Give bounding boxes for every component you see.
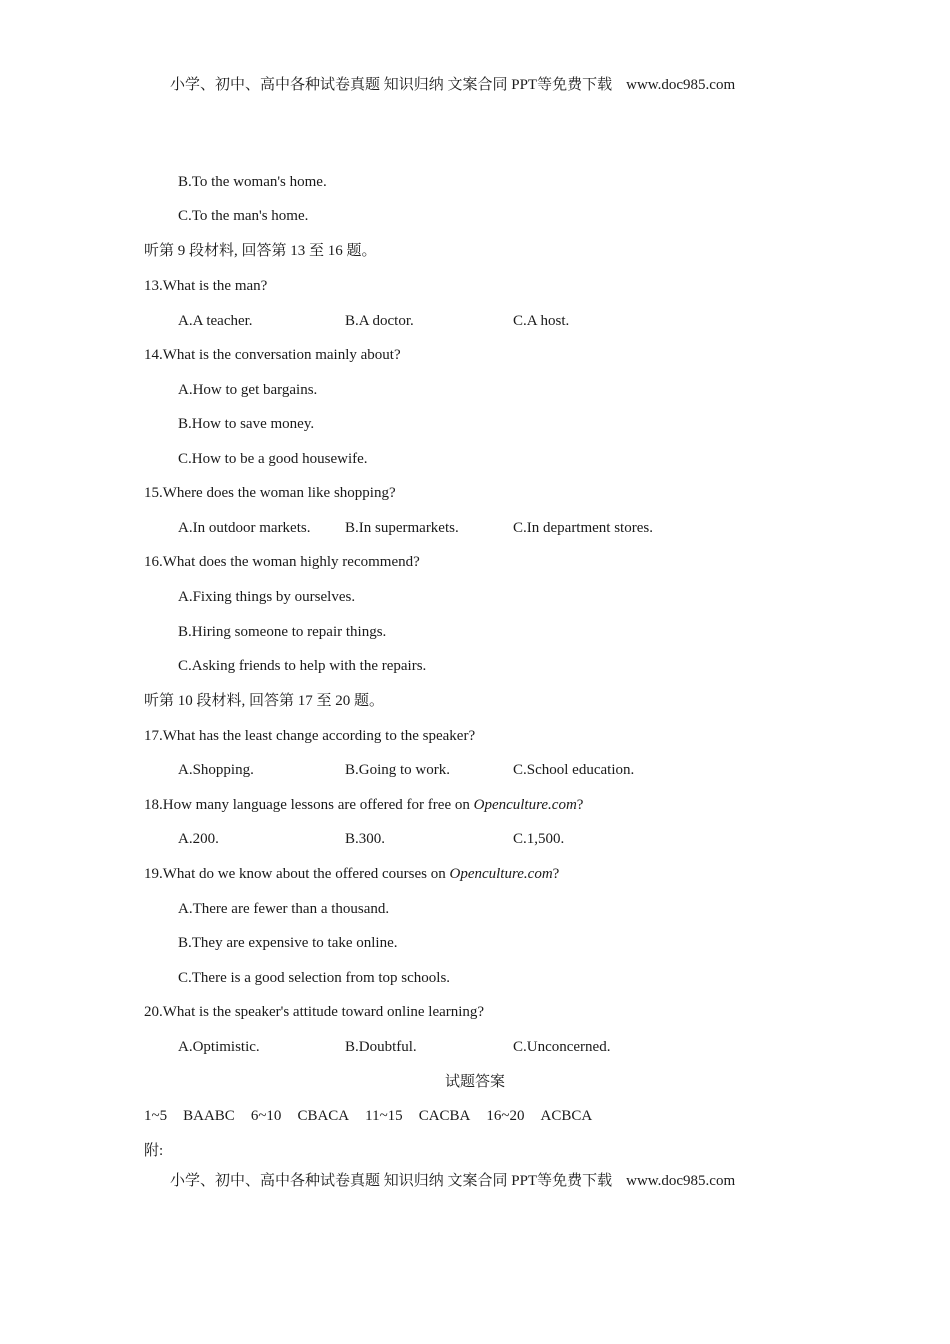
q18-text: 18.How many language lessons are offered for free on <box>144 797 474 813</box>
q16-option-c: C.Asking friends to help with the repairs. <box>178 658 427 674</box>
question-16: 16.What does the woman highly recommend? <box>144 554 420 570</box>
answer-range: 1~5 <box>144 1108 168 1124</box>
answer-range: 11~15 <box>365 1108 403 1124</box>
q20-option-c: C.Unconcerned. <box>513 1039 611 1055</box>
q18-site: Openculture.com <box>473 797 577 813</box>
answer-letters: BAABC <box>183 1108 235 1124</box>
page-footer <box>170 1169 735 1190</box>
question-14: 14.What is the conversation mainly about? <box>144 347 401 363</box>
footer-url[interactable]: www.doc985.com <box>626 1173 736 1189</box>
option-prev-c: C.To the man's home. <box>178 208 309 224</box>
answers-title: 试题答案 <box>444 1074 505 1090</box>
question-19 <box>144 864 559 884</box>
footer-text: 小学、初中、高中各种试卷真题 知识归纳 文案合同 PPT等免费下载 <box>170 1173 613 1189</box>
question-13: 13.What is the man? <box>144 278 268 294</box>
q17-option-c: C.School education. <box>513 762 635 778</box>
q15-option-a: A.In outdoor markets. <box>178 520 311 536</box>
q20-option-a: A.Optimistic. <box>178 1039 260 1055</box>
q18-qmark: ? <box>576 797 584 813</box>
section-10-instruction: 听第 10 段材料, 回答第 17 至 20 题。 <box>144 693 385 709</box>
q17-option-b: B.Going to work. <box>345 762 450 778</box>
q19-site: Openculture.com <box>449 866 553 882</box>
question-18 <box>144 795 583 815</box>
q19-text: 19.What do we know about the offered courses on <box>144 866 450 882</box>
header-text: 小学、初中、高中各种试卷真题 知识归纳 文案合同 PPT等免费下载 <box>170 77 613 93</box>
q13-option-a: A.A teacher. <box>178 313 253 329</box>
answer-letters: CBACA <box>297 1108 350 1124</box>
q16-option-b: B.Hiring someone to repair things. <box>178 624 387 640</box>
question-15: 15.Where does the woman like shopping? <box>144 485 396 501</box>
q14-option-c: C.How to be a good housewife. <box>178 451 368 467</box>
q14-option-b: B.How to save money. <box>178 416 315 432</box>
q20-option-b: B.Doubtful. <box>345 1039 417 1055</box>
section-9-instruction: 听第 9 段材料, 回答第 13 至 16 题。 <box>144 243 377 259</box>
option-prev-b: B.To the woman's home. <box>178 174 327 190</box>
appendix-label: 附: <box>144 1143 164 1159</box>
question-17: 17.What has the least change according to the speaker? <box>144 728 476 744</box>
q17-option-a: A.Shopping. <box>178 762 254 778</box>
q19-qmark: ? <box>552 866 560 882</box>
q15-option-b: B.In supermarkets. <box>345 520 459 536</box>
q13-option-c: C.A host. <box>513 313 570 329</box>
answer-range: 6~10 <box>250 1108 282 1124</box>
q13-option-b: B.A doctor. <box>345 313 414 329</box>
answer-range: 16~20 <box>486 1108 525 1124</box>
q16-option-a: A.Fixing things by ourselves. <box>178 589 356 605</box>
header-url[interactable]: www.doc985.com <box>626 77 736 93</box>
q18-option-b: B.300. <box>345 831 386 847</box>
q14-option-a: A.How to get bargains. <box>178 382 318 398</box>
answer-letters: CACBA <box>418 1108 471 1124</box>
q19-option-b: B.They are expensive to take online. <box>178 935 398 951</box>
page-header <box>170 73 735 94</box>
q15-option-c: C.In department stores. <box>513 520 653 536</box>
q18-option-c: C.1,500. <box>513 831 565 847</box>
answer-key <box>144 1106 608 1126</box>
q19-option-c: C.There is a good selection from top schools. <box>178 970 451 986</box>
answer-letters: ACBCA <box>540 1108 593 1124</box>
q18-option-a: A.200. <box>178 831 219 847</box>
q19-option-a: A.There are fewer than a thousand. <box>178 901 390 917</box>
question-20: 20.What is the speaker's attitude toward online learning? <box>144 1004 485 1020</box>
